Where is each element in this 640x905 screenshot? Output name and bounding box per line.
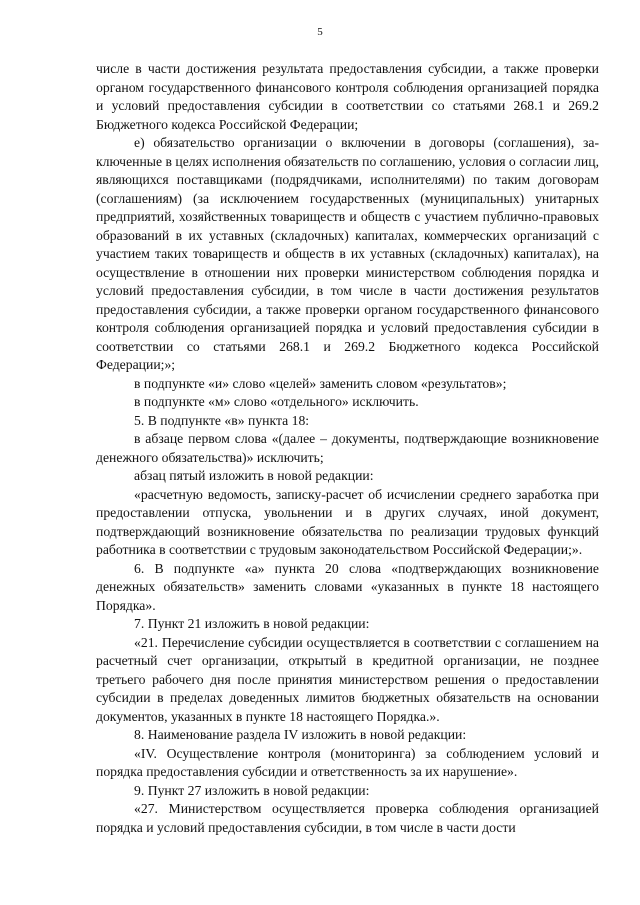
paragraph-subitem-i: в подпункте «и» слово «целей» заменить словом «результатов»; [134, 375, 507, 391]
paragraph-quoted-section-iv: «IV. Осуществление контроля (мониторинга) за соблюдением условий и порядка предоставления субсидии и ответственность за их нарушение». [96, 745, 599, 779]
paragraph-quoted-27: «27. Министерством осуществляется проверка соблюдения организацией порядка и условий предоставления субсидии, в том числе в части дости [96, 801, 599, 835]
paragraph-point-9: 9. Пункт 27 изложить в новой редакции: [134, 782, 370, 798]
document-body [96, 60, 599, 837]
paragraph-first-abzac: в абзаце первом слова «(далее – документы, подтверждающие возникновение денежного обязательства)» исключить; [96, 431, 599, 465]
paragraph-point-7: 7. Пункт 21 изложить в новой редакции: [134, 616, 370, 631]
paragraph-subitem-m: в подпункте «м» слово «отдельного» исключить. [134, 394, 419, 409]
paragraph-point-5: 5. В подпункте «в» пункта 18: [134, 412, 310, 428]
page-number: 5 [317, 26, 323, 38]
paragraph-quoted-statement: «расчетную ведомость, записку-расчет об исчислении среднего заработка при предоставлении отпуска, увольнении и в других случаях, иной документ, подтверждающий возникновение обязательства по реализации трудовых функций работника в соответствии с трудовым законодательством Российской Федерации;». [96, 486, 599, 557]
paragraph-point-6: 6. В подпункте «а» пункта 20 слова «подтверждающих возникновение денежных обязательств» заменить словами «указанных в пункте 18 настоящего Порядка». [96, 560, 599, 613]
paragraph-fifth-abzac: абзац пятый изложить в новой редакции: [134, 468, 374, 483]
paragraph-item-e: е) обязательство организации о включении в договоры (соглашения), заключенные в целях исполнения обязательств по соглашению, условия о согласии лиц, являющихся поставщиками (подрядчиками, исполнителями) по таким договорам (соглашениям) (за исключением государственных (муниципальных) унитарных предприятий, хозяйственных товариществ и обществ с участием публично-правовых образований в их уставных (складочных) капиталах, коммерческих организаций с участием таких товариществ и обществ в их уставных (складочных) капиталах), на осуществление в отношении них проверки министерством соблюдения порядка и условий предоставления субсидии, в том числе в части достижения результатов предоставления субсидии, а также проверки органом государственного финансового контроля соблюдения организацией порядка и условий предоставления субсидии в соответствии со статьями 268.1 и 269.2 Бюджетного кодекса Российской Федерации;»; [96, 135, 599, 372]
paragraph-point-8: 8. Наименование раздела IV изложить в новой редакции: [134, 727, 467, 742]
paragraph-quoted-21: «21. Перечисление субсидии осуществляется в соответствии с соглашением на расчетный счет организации, открытый в кредитной организации, не позднее третьего рабочего дня после принятия министерством решения о предоставлении субсидии в пределах доведенных лимитов бюджетных обязательств на основании документов, указанных в пункте 18 настоящего Порядка.». [96, 634, 599, 724]
paragraph-continuation: числе в части достижения результата предоставления субсидии, а также проверки органом государственного финансового контроля соблюдения организацией порядка и условий предоставления субсидии в соответствии со статьями 268.1 и 269.2 Бюджетного кодекса Российской Федерации; [96, 61, 599, 132]
